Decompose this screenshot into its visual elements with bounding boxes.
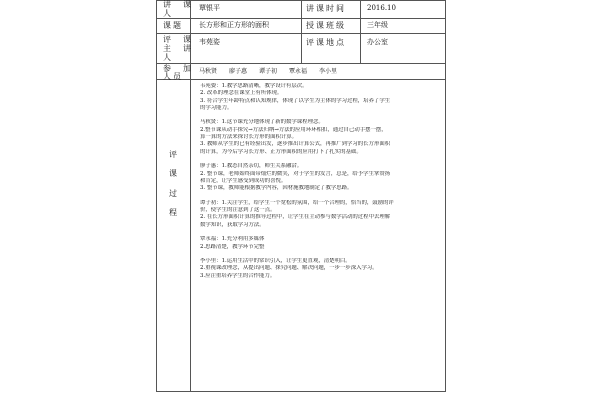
lecture-time-value: 2016.10: [367, 4, 396, 12]
class-label: 授课班级: [306, 21, 346, 30]
participants-label-2: 人员: [163, 72, 183, 81]
topic-label: 课题: [163, 21, 183, 30]
rule-right: [445, 0, 446, 392]
comment-line: 2. 整节课，老师始终面带灿烂的微笑，对于学生的发言，总是，给予学生掌赞扬: [200, 170, 391, 177]
comment-line: 2. 改革的理念在课堂上有所体现。: [200, 90, 283, 97]
comment-line: 3. 符合学生年龄特点和认知规律，体现了以学生为主体的学习过程，培养了学生: [200, 97, 391, 104]
evaluation-process-char-1: 评: [169, 150, 177, 159]
topic-value: 长方形和正方形的面积: [199, 21, 269, 29]
comment-line: 算一算的方法来探讨长方形的面积计算。: [200, 134, 298, 141]
lecturer-value: 覃银平: [199, 4, 220, 12]
lecturer-label-2: 人: [163, 9, 173, 18]
comment-line: [200, 192, 442, 199]
lecturer-label: 讲 课: [163, 0, 193, 9]
rule-label-col: [190, 0, 191, 392]
comment-line: 3. 教师从学生的已有经验出发，逐步推出计算公式，再推广到学习的长方形面积: [200, 141, 391, 148]
comment-line: 2. 在长方形面积计算的推导过程中，让学生在主动参与数学活动的过程中去理解: [200, 214, 391, 221]
comment-line: 廖子惠：1.教态自然亲切，师生关系融洽。: [200, 163, 303, 170]
comment-line: 的计算，为今后学习长方形、正方形面积的应用打下了扎实的基础。: [200, 148, 362, 155]
comment-line: [200, 112, 442, 119]
evaluator-label-2: 主 讲: [163, 44, 193, 53]
comment-line: 3. 整节课，教师能根据教学内容，因材施教地制定了教学思路。: [200, 185, 353, 192]
rule-mid2-col: [360, 0, 361, 63]
evaluation-process-char-2: 课: [169, 169, 177, 178]
evaluation-process-char-4: 程: [169, 208, 177, 217]
comment-line: 韦苑姿：1.教学思路清晰，教学设计有层次。: [200, 83, 308, 89]
class-value: 三年级: [367, 21, 388, 29]
comment-line: 价，使学生的注意到了这一点。: [200, 207, 276, 214]
evaluation-comments: [200, 83, 442, 280]
comment-line: [200, 229, 442, 236]
evaluation-place-value: 办公室: [367, 38, 388, 46]
evaluator-label-3: 人: [163, 53, 173, 62]
evaluator-value: 韦苑姿: [199, 38, 220, 46]
rule-left: [156, 0, 157, 392]
comment-line: 马秋贤：1.这节课充分地体现了新的数学课程理念。: [200, 119, 324, 126]
comment-line: 谭子初：1.关注学生，给学生一个宽松的氛围，给一个合理的，恰当的，鼓励的评: [200, 199, 394, 206]
lecture-time-label: 讲课时间: [306, 4, 346, 13]
rule-4: [156, 79, 446, 80]
comment-line: 2.思路清楚，教学环节完整: [200, 243, 265, 250]
evaluation-place-label: 评课地点: [306, 38, 346, 47]
participants-label: 参 加: [163, 64, 193, 73]
rule-bottom: [156, 391, 446, 392]
evaluation-process-char-3: 过: [169, 189, 177, 198]
comment-line: 数学知识，获取学习方法。: [200, 221, 265, 228]
comment-line: 2.整节课从动手探究→方法归纳→方法的应用环环相扣，通过自己动手摆一摆，: [200, 126, 387, 133]
comment-line: 2.重视课改理念，从提出问题、探究问题、解决问题，一步一步深入学习。: [200, 265, 378, 272]
evaluator-label: 评 课: [163, 35, 193, 44]
comment-line: 李小里：1.运用生活中的常识引入，让学生更直观，清楚明白。: [200, 258, 351, 265]
rule-3: [156, 63, 446, 64]
comment-line: 3.应注重培养学生的合作能力。: [200, 272, 276, 279]
comment-line: [200, 156, 442, 163]
rule-mid-col: [301, 0, 302, 63]
comment-line: [200, 251, 442, 258]
comment-line: 覃永福：1.充分利用多媒体: [200, 236, 265, 243]
participants-value: 马秋贤 廖子惠 谭子初 覃永福 李小里: [199, 68, 338, 75]
comment-line: 和肯定，让学生感受到成功的喜悦。: [200, 177, 287, 184]
comment-line: 的学习能力。: [200, 104, 233, 111]
